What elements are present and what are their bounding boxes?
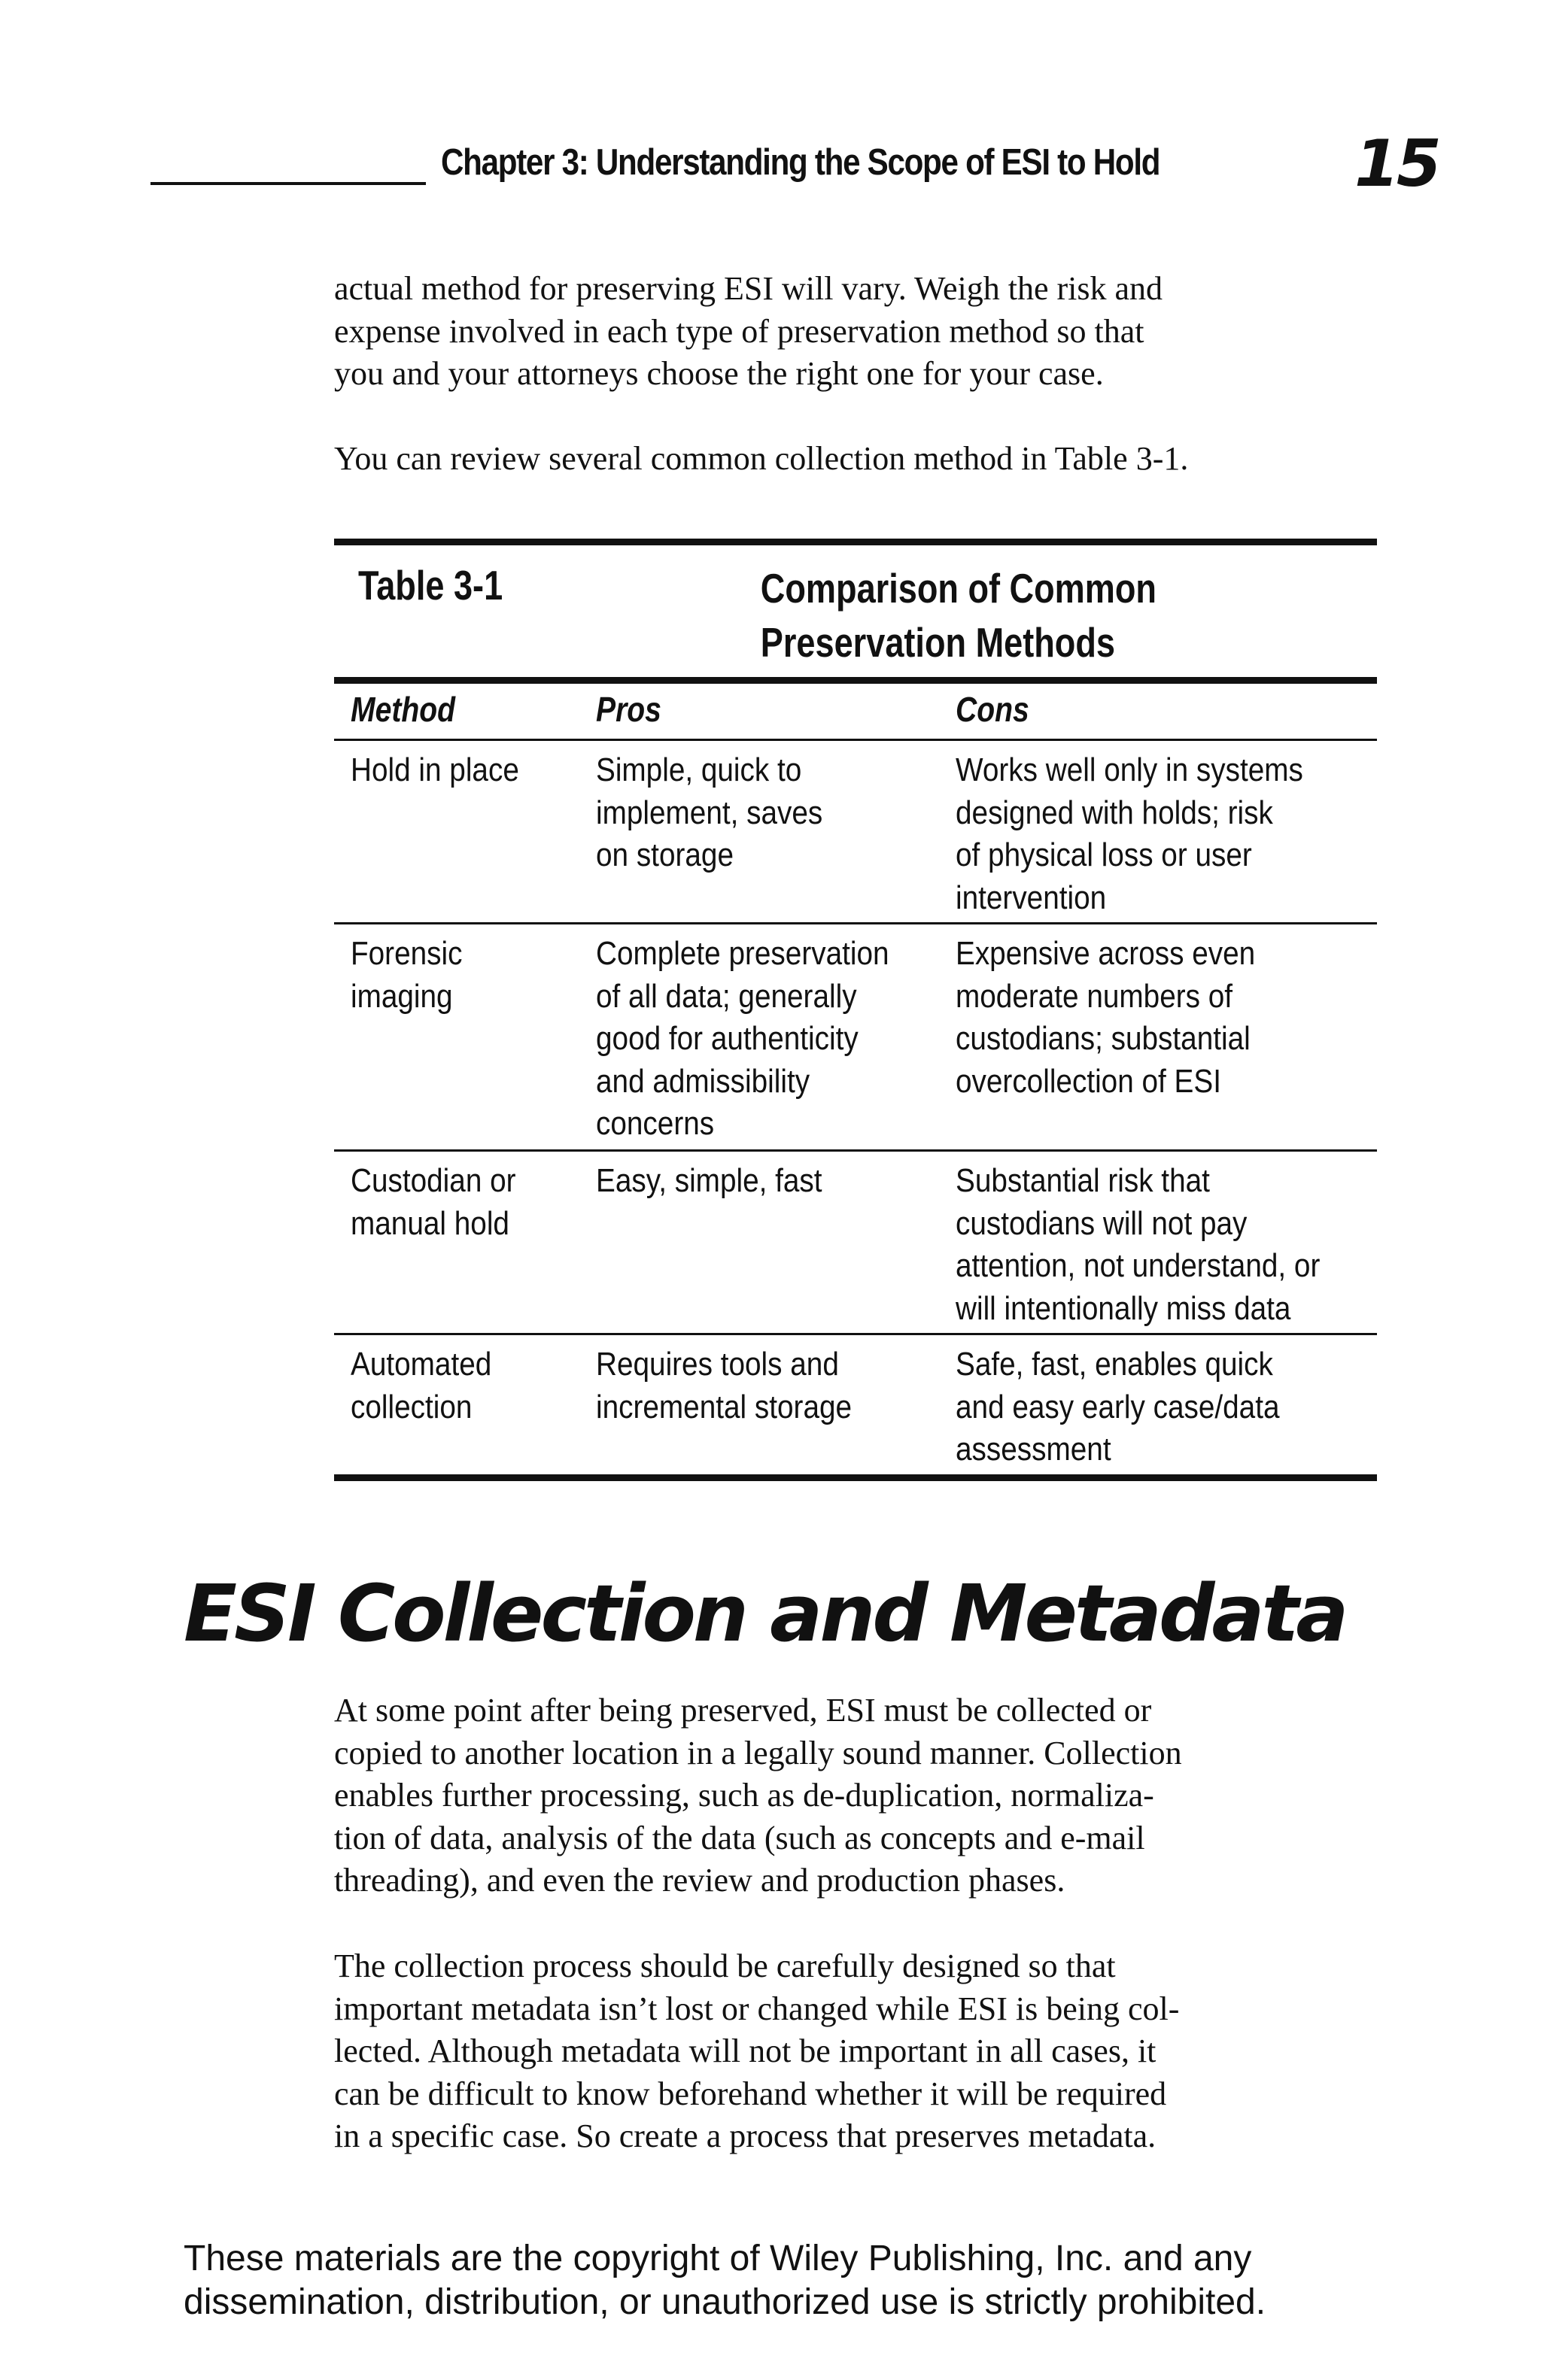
table-title-line: Comparison of Common [760, 565, 1157, 612]
text-line: actual method for preserving ESI will vary. Weigh the risk and [334, 270, 1163, 307]
text-line: lected. Although metadata will not be important in all cases, it [334, 2032, 1157, 2069]
text-line: enables further processing, such as de-duplication, normaliza- [334, 1777, 1154, 1814]
intro-paragraph [334, 268, 1388, 396]
cell-method: Hold in place [351, 751, 519, 788]
section-heading: ESI Collection and Metadata [184, 1568, 1346, 1659]
cell-cons: Expensive across even moderate numbers of custodians; substantial overcollection of ESI [956, 935, 1256, 1100]
table-title-line: Preservation Methods [760, 619, 1115, 666]
running-header-title: Chapter 3: Understanding the Scope of ESI to Hold [441, 142, 1160, 183]
page-number: 15 [1354, 126, 1439, 202]
row-divider [334, 1333, 1377, 1335]
text-line: expense involved in each type of preservation method so that [334, 312, 1144, 350]
footer-line: dissemination, distribution, or unauthorized use is strictly prohibited. [184, 2282, 1266, 2322]
table-label: Table 3-1 [358, 562, 503, 609]
text-line: copied to another location in a legally sound manner. Collection [334, 1734, 1182, 1771]
row-divider [334, 922, 1377, 924]
text-line: can be difficult to know beforehand whether it will be required [334, 2075, 1167, 2112]
text-line: you and your attorneys choose the right one for your case. [334, 355, 1104, 392]
cell-method: Custodian or manual hold [351, 1162, 516, 1242]
cell-method: Forensic imaging [351, 935, 463, 1015]
column-header-rule [334, 739, 1377, 741]
section-paragraph [334, 1945, 1388, 2158]
column-header-pros: Pros [596, 690, 661, 729]
table-bottom-rule [334, 1474, 1377, 1481]
text-line: important metadata isn’t lost or changed while ESI is being col- [334, 1990, 1180, 2027]
cell-pros: Requires tools and incremental storage [596, 1346, 853, 1425]
header-rule [150, 182, 426, 185]
row-divider [334, 1149, 1377, 1152]
text-line: threading), and even the review and production phases. [334, 1862, 1065, 1899]
footer-line: These materials are the copyright of Wiley Publishing, Inc. and any [184, 2239, 1252, 2278]
text-line: in a specific case. So create a process that preserves metadata. [334, 2117, 1157, 2154]
table-header-rule [334, 677, 1377, 684]
cell-method: Automated collection [351, 1346, 492, 1425]
column-header-cons: Cons [956, 690, 1029, 729]
cell-cons: Substantial risk that custodians will not pay attention, not understand, or will intentionally miss data [956, 1162, 1321, 1327]
column-header-method: Method [351, 690, 455, 729]
cell-pros: Easy, simple, fast [596, 1162, 822, 1199]
text-line: tion of data, analysis of the data (such as concepts and e-mail [334, 1819, 1145, 1856]
section-paragraph [334, 1689, 1388, 1902]
cell-cons: Safe, fast, enables quick and easy early case/data assessment [956, 1346, 1280, 1468]
table-title [760, 561, 1157, 669]
text-line: At some point after being preserved, ESI must be collected or [334, 1692, 1152, 1729]
cell-cons: Works well only in systems designed with holds; risk of physical loss or user intervention [956, 751, 1303, 916]
copyright-footer [184, 2237, 1266, 2324]
table-top-rule [334, 539, 1377, 545]
cell-pros: Simple, quick to implement, saves on storage [596, 751, 823, 873]
text-line: The collection process should be carefully designed so that [334, 1947, 1116, 1984]
table-reference-paragraph: You can review several common collection method in Table 3-1. [334, 440, 1189, 477]
cell-pros: Complete preservation of all data; generally good for authenticity and admissibility concerns [596, 935, 889, 1142]
